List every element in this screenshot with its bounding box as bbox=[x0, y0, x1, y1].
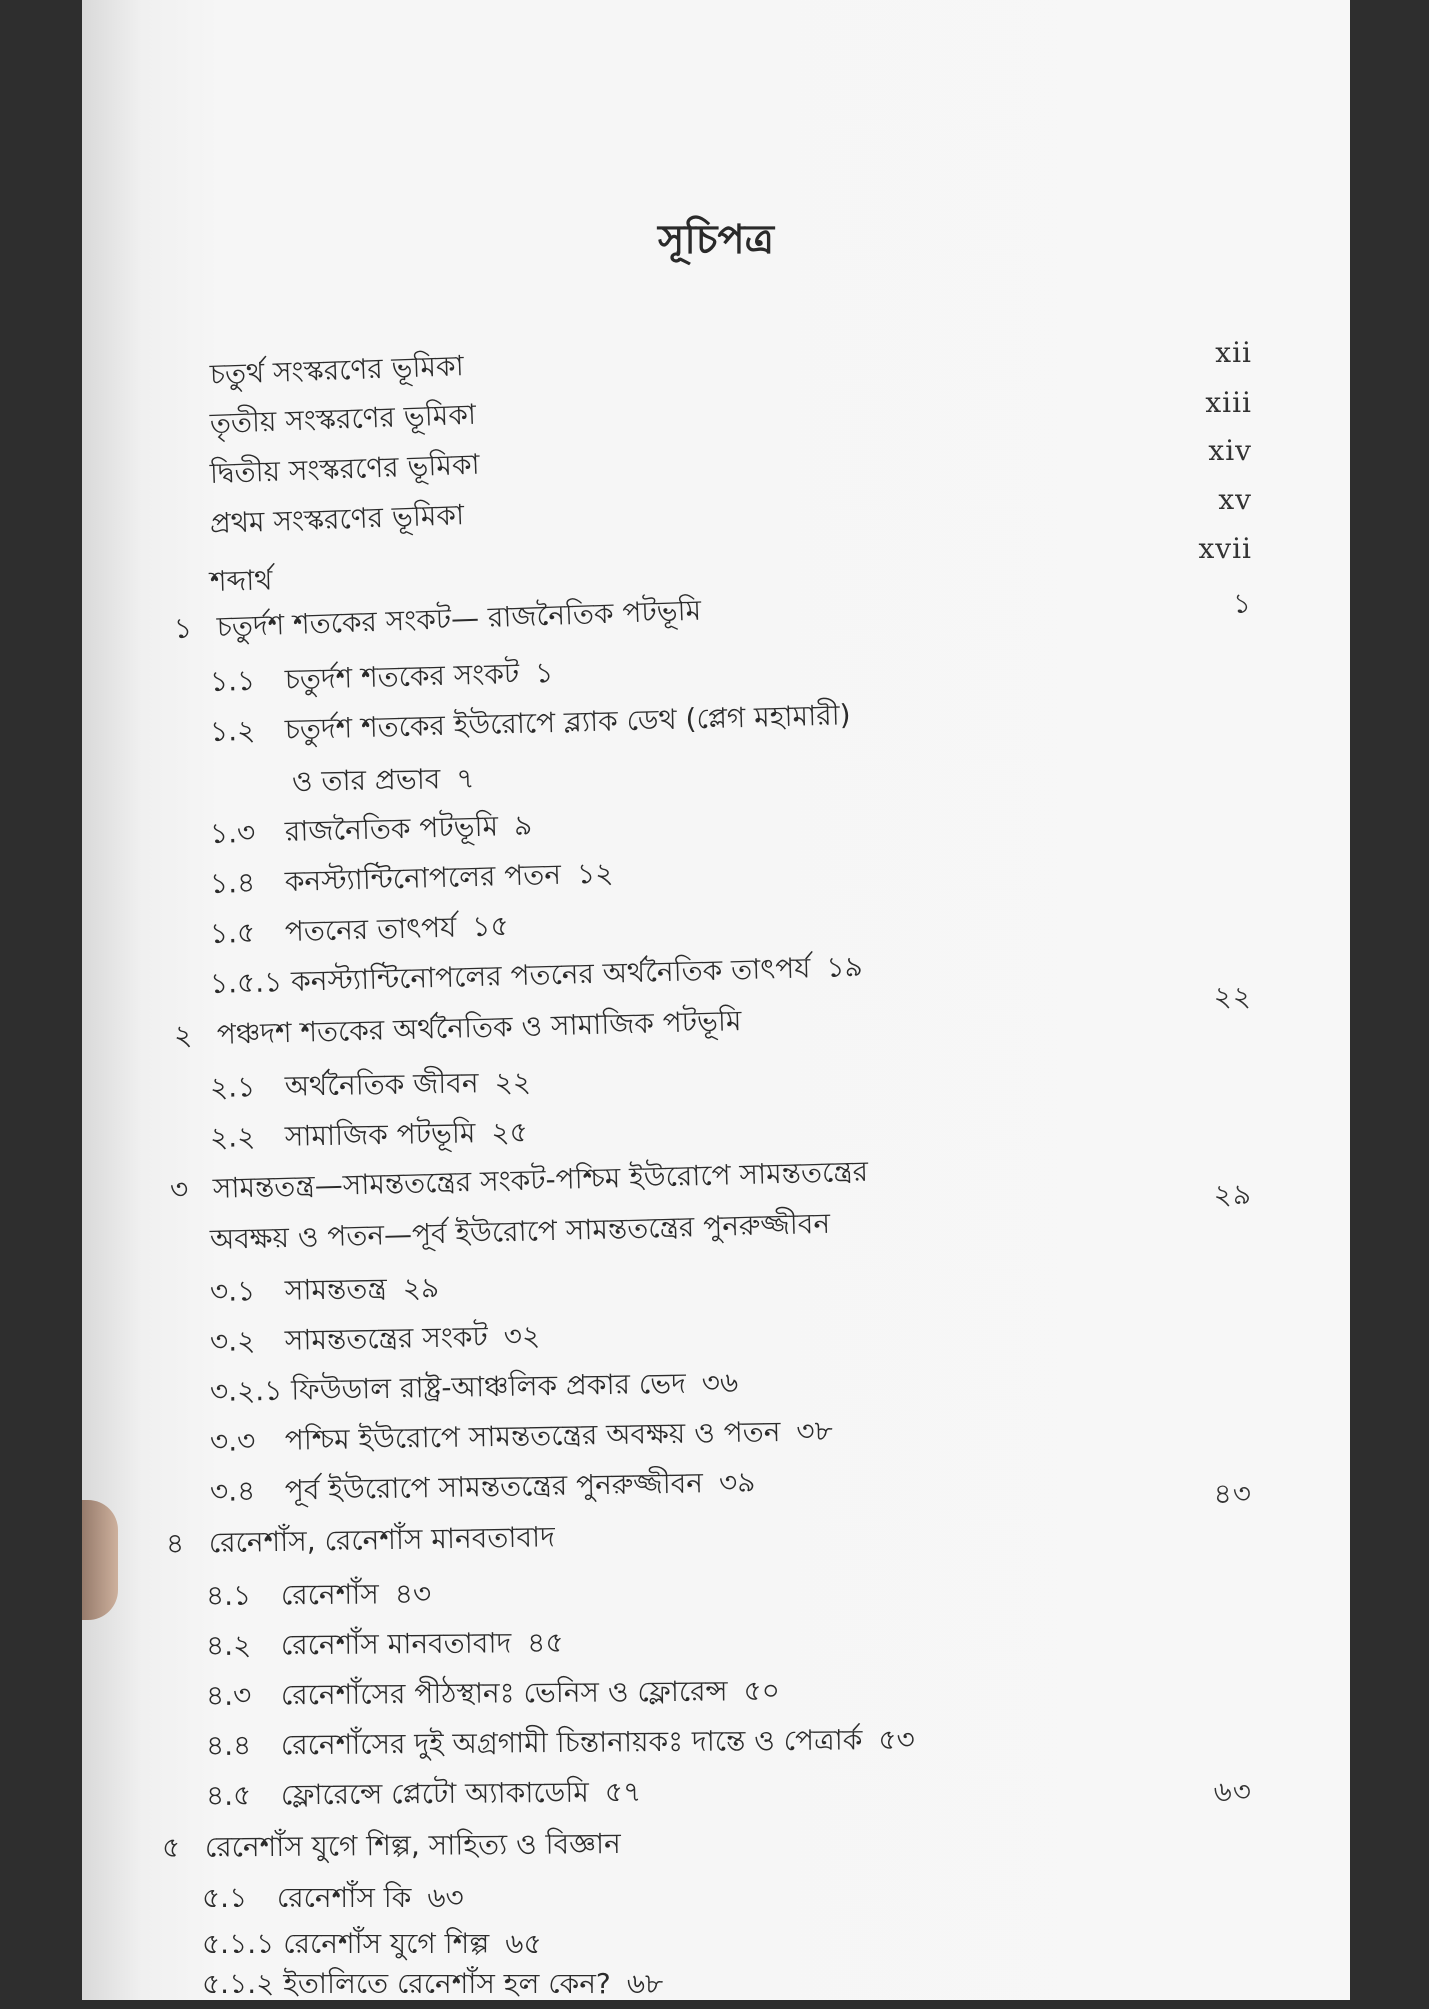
chapter-heading: ২ পঞ্চদশ শতকের অর্থনৈতিক ও সামাজিক পটভূমি bbox=[173, 1004, 742, 1052]
chapter-heading: ১ চতুর্দশ শতকের সংকট— রাজনৈতিক পটভূমি bbox=[173, 593, 702, 645]
toc-section: ৪.১ রেনেশাঁস ৪৩ bbox=[205, 1577, 432, 1612]
toc-section: ১.৩ রাজনৈতিক পটভূমি ৯ bbox=[209, 808, 533, 850]
toc-section: ১.৫.১ কনস্ট্যান্টিনোপলের পতনের অর্থনৈতিক তাৎপর্য ১৯ bbox=[209, 949, 864, 1000]
toc-section: ২.১ অর্থনৈতিক জীবন ২২ bbox=[209, 1065, 532, 1104]
toc-section: ৩.৪ পূর্ব ইউরোপে সামন্ততন্ত্রের পুনরুজ্জীবন ৩৯ bbox=[209, 1465, 756, 1508]
toc-section: ৩.১ সামন্ততন্ত্র ২৯ bbox=[209, 1271, 440, 1308]
chapter-page: ১ bbox=[1232, 587, 1252, 620]
toc-section: ৩.৩ পশ্চিম ইউরোপে সামন্ততন্ত্রের অবক্ষয় ও পতন ৩৮ bbox=[209, 1414, 834, 1458]
toc-section: ১.৫ পতনের তাৎপর্য ১৫ bbox=[209, 909, 510, 950]
toc-section: ৩.২.১ ফিউডাল রাষ্ট্র-আঞ্চলিক প্রকার ভেদ ৩৬ bbox=[209, 1365, 739, 1408]
toc-section: ১.৪ কনস্ট্যান্টিনোপলের পতন ১২ bbox=[209, 856, 614, 900]
toc-section: ৫.১.২ ইতালিতে রেনেশাঁস হল কেন? ৬৮ bbox=[202, 1967, 664, 2000]
chapter-page: ৬৩ bbox=[1213, 1775, 1252, 1808]
toc-front-page: xv bbox=[1218, 483, 1252, 516]
book-page bbox=[82, 0, 1350, 2000]
toc-section: ১.১ চতুর্দশ শতকের সংকট ১ bbox=[209, 656, 554, 698]
chapter-heading: ৩ সামন্ততন্ত্র—সামন্ততন্ত্রের সংকট-পশ্চিম ইউরোপে সামন্ততন্ত্রের bbox=[169, 1154, 869, 1206]
thumb-shadow bbox=[82, 1500, 118, 1620]
toc-section: ১.২ চতুর্দশ শতকের ইউরোপে ব্ল্যাক ডেথ (প্লেগ মহামারী) bbox=[209, 698, 851, 748]
toc-section: ৫.১.১ রেনেশাঁস যুগে শিল্প ৬৫ bbox=[202, 1927, 542, 1960]
toc-front-page: xiv bbox=[1208, 434, 1252, 467]
chapter-heading: ৪ রেনেশাঁস, রেনেশাঁস মানবতাবাদ bbox=[165, 1520, 556, 1560]
toc-section: ৪.৩ রেনেশাঁসের পীঠস্থানঃ ভেনিস ও ফ্লোরেন্স ৫০ bbox=[205, 1673, 781, 1712]
toc-front-page: xii bbox=[1215, 336, 1252, 369]
chapter-heading-cont: অবক্ষয় ও পতন—পূর্ব ইউরোপে সামন্ততন্ত্রের পুনরুজ্জীবন bbox=[209, 1206, 831, 1256]
toc-section: ৫.১ রেনেশাঁস কি ৬৩ bbox=[202, 1881, 464, 1914]
toc-section: ৪.২ রেনেশাঁস মানবতাবাদ ৪৫ bbox=[205, 1625, 564, 1662]
chapter-page: ২২ bbox=[1213, 980, 1252, 1013]
chapter-heading: ৫ রেনেশাঁস যুগে শিল্প, সাহিত্য ও বিজ্ঞান bbox=[161, 1826, 621, 1864]
chapter-page: ৪৩ bbox=[1213, 1477, 1252, 1510]
toc-section: ২.২ সামাজিক পটভূমি ২৫ bbox=[209, 1115, 529, 1154]
page-title: সূচিপত্র bbox=[658, 217, 774, 263]
toc-section: ৪.৫ ফ্লোরেন্সে প্লেটো অ্যাকাডেমি ৫৭ bbox=[205, 1775, 642, 1812]
chapter-page: ২৯ bbox=[1213, 1178, 1252, 1211]
toc-front-item: তৃতীয় সংস্করণের ভূমিকা bbox=[209, 397, 477, 440]
toc-section-cont: ও তার প্রভাব ৭ bbox=[291, 761, 475, 798]
toc-front-item: শব্দার্থ bbox=[209, 563, 273, 598]
toc-front-item: প্রথম সংস্করণের ভূমিকা bbox=[209, 498, 465, 540]
toc-section: ৪.৪ রেনেশাঁসের দুই অগ্রগামী চিন্তানায়কঃ দান্তে ও পেত্রার্ক ৫৩ bbox=[205, 1722, 915, 1762]
toc-front-item: দ্বিতীয় সংস্করণের ভূমিকা bbox=[209, 447, 481, 490]
toc-front-page: xvii bbox=[1198, 532, 1252, 565]
toc-front-item: চতুর্থ সংস্করণের ভূমিকা bbox=[209, 349, 465, 391]
toc-section: ৩.২ সামন্ততন্ত্রের সংকট ৩২ bbox=[209, 1319, 541, 1358]
toc-front-page: xiii bbox=[1205, 386, 1252, 419]
